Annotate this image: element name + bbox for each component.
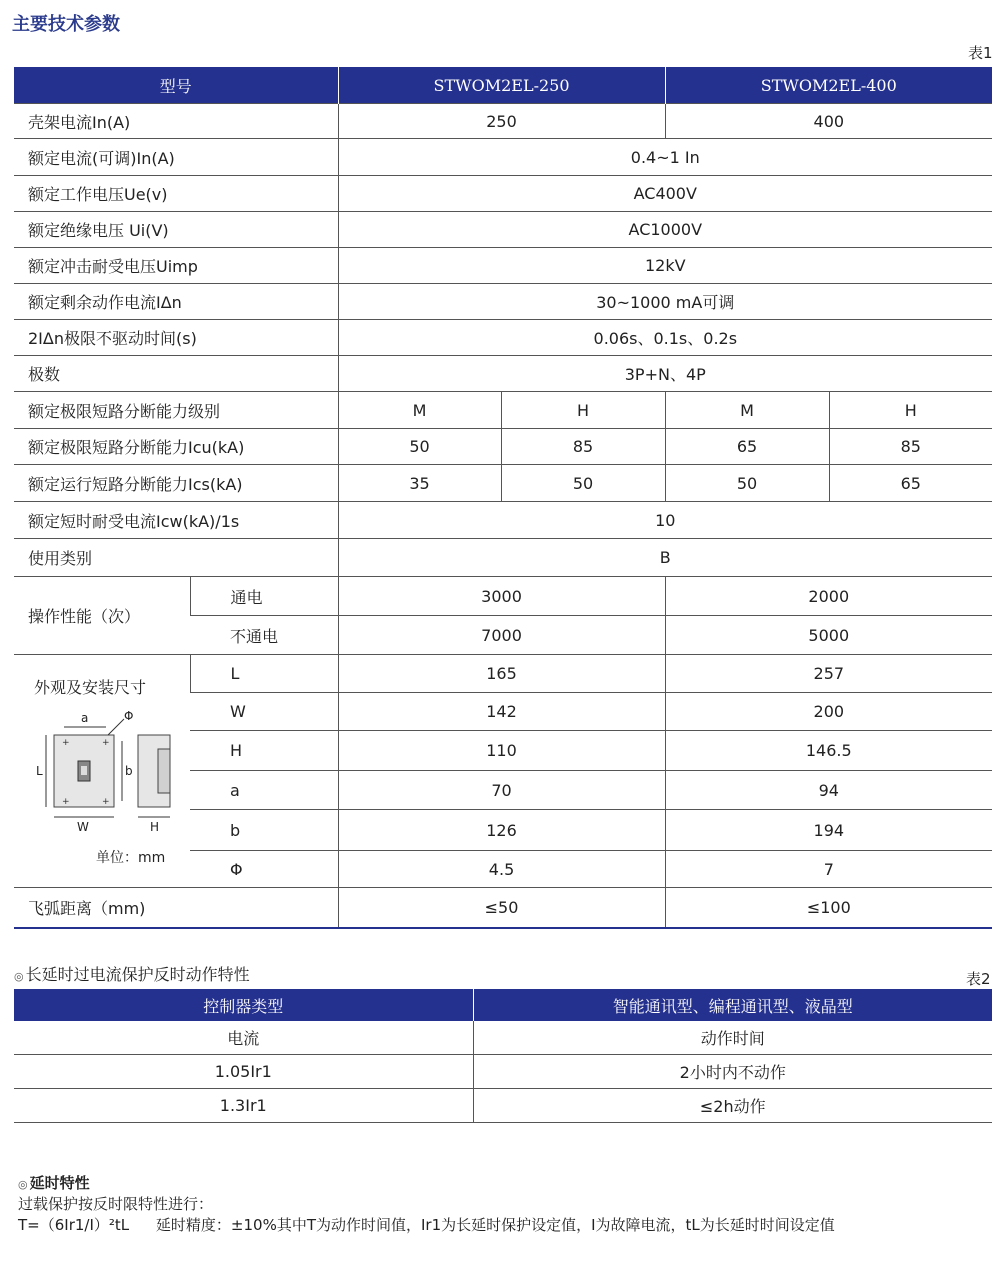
cell-value: 85 — [829, 429, 992, 465]
table-row — [14, 577, 992, 616]
cell-value: 50 — [338, 429, 501, 465]
sub-label: a — [230, 780, 240, 800]
diagram-a-label: a — [81, 711, 89, 725]
table2-label: 表2 — [966, 970, 991, 988]
cell-value: M — [665, 392, 829, 429]
diagram-W-label: W — [77, 820, 89, 834]
cell-value: 250 — [338, 104, 665, 139]
section-title-text: 长延时过电流保护反时动作特性 — [25, 965, 250, 984]
cell-value: 65 — [829, 465, 992, 502]
characteristic-table — [14, 989, 992, 1123]
dimensions-label: 外观及安装尺寸 — [34, 678, 147, 697]
sub-label: W — [230, 702, 246, 721]
header-row — [14, 67, 992, 104]
cell-value: 1.3Ir1 — [14, 1089, 473, 1123]
row-label: 极数 — [28, 365, 61, 384]
row-label: 额定剩余动作电流IΔn — [28, 293, 182, 312]
cell-value: 400 — [665, 104, 992, 139]
cell-value: 3000 — [338, 577, 665, 616]
table-row — [14, 212, 992, 248]
row-label: 操作性能（次） — [28, 607, 141, 626]
table-row — [14, 139, 992, 176]
delay-section-title: ◎ 延时特性 — [18, 1174, 90, 1192]
row-label: 2IΔn极限不驱动时间(s) — [28, 329, 197, 348]
sub-label: 不通电 — [230, 626, 279, 646]
cell-value: 30~1000 mA可调 — [338, 284, 992, 320]
dimension-diagram — [28, 705, 178, 840]
cell-value: 0.06s、0.1s、0.2s — [338, 320, 992, 356]
table1-label: 表1 — [968, 44, 993, 62]
row-label: 额定电流(可调)In(A) — [28, 148, 175, 168]
sub-label: b — [230, 820, 241, 840]
cell-value: 5000 — [665, 616, 992, 655]
diagram-L-label: L — [36, 764, 43, 778]
controller-models-header: 智能通讯型、编程通讯型、液晶型 — [473, 989, 992, 1021]
delay-title-text: 延时特性 — [29, 1174, 90, 1192]
diagram-H-label: H — [150, 820, 160, 834]
svg-text:+: + — [102, 797, 110, 807]
delay-intro: 过载保护按反时限特性进行： — [18, 1195, 214, 1213]
cell-value: 2小时内不动作 — [473, 1055, 992, 1089]
cell-value: 146.5 — [665, 731, 992, 771]
svg-text:+: + — [62, 738, 70, 748]
row-label: 额定冲击耐受电压Uimp — [28, 257, 198, 276]
table-row — [14, 176, 992, 212]
page-title: 主要技术参数 — [12, 14, 120, 35]
cell-value: 3P+N、4P — [338, 356, 992, 392]
cell-value: 7 — [665, 851, 992, 888]
unit-label: 单位：mm — [96, 850, 166, 866]
row-label: 额定短时耐受电流Icw(kA)/1s — [28, 511, 240, 531]
row-label: 飞弧距离（mm) — [28, 898, 146, 918]
cell-value: 12kV — [338, 248, 992, 284]
diagram-b-label: b — [125, 764, 133, 778]
header-row — [14, 989, 992, 1021]
model-b-header: STWOM2EL-400 — [665, 67, 992, 104]
cell-value: 50 — [665, 465, 829, 502]
delay-description: 延时精度：±10%其中T为动作时间值，Ir1为长延时保护设定值，I为故障电流，tL为长延时时间设定值 — [155, 1216, 835, 1234]
table-row — [14, 284, 992, 320]
cell-value: 35 — [338, 465, 501, 502]
delay-formula: T=（6Ir1/I）²tL — [18, 1216, 130, 1234]
cell-value: H — [829, 392, 992, 429]
cell-value: 257 — [665, 655, 992, 693]
cell-value: H — [501, 392, 665, 429]
cell-value: 10 — [338, 502, 992, 539]
cell-value: 50 — [501, 465, 665, 502]
sub-label: H — [230, 741, 243, 760]
table-row — [14, 655, 992, 693]
cell-value: 1.05Ir1 — [14, 1055, 473, 1089]
cell-value: 动作时间 — [473, 1021, 992, 1055]
table-row — [14, 392, 992, 429]
cell-value: 194 — [665, 810, 992, 851]
model-header: 型号 — [14, 67, 338, 104]
cell-value: 94 — [665, 771, 992, 810]
cell-value: AC400V — [338, 176, 992, 212]
cell-value: 110 — [338, 731, 665, 771]
sub-label: Φ — [230, 859, 243, 879]
cell-value: 142 — [338, 693, 665, 731]
cell-value: 70 — [338, 771, 665, 810]
model-a-header: STWOM2EL-250 — [338, 67, 665, 104]
cell-value: B — [338, 539, 992, 577]
svg-text:+: + — [62, 797, 70, 807]
cell-value: ≤50 — [338, 888, 665, 928]
cell-value: 200 — [665, 693, 992, 731]
row-label: 壳架电流In(A) — [28, 112, 131, 132]
cell-value: 65 — [665, 429, 829, 465]
table-row — [14, 539, 992, 577]
table-row — [14, 248, 992, 284]
table-row — [14, 429, 992, 465]
table-row — [14, 888, 992, 928]
table-row — [14, 1055, 992, 1089]
table-row — [14, 465, 992, 502]
table-row — [14, 104, 992, 139]
cell-value: ≤2h动作 — [473, 1089, 992, 1123]
table-row — [14, 1089, 992, 1123]
sub-label: 通电 — [190, 577, 338, 616]
row-label: 额定运行短路分断能力Ics(kA) — [28, 474, 243, 494]
svg-text:+: + — [102, 738, 110, 748]
dimensions-cell — [14, 655, 190, 888]
cell-value: 电流 — [14, 1021, 473, 1055]
row-label: 额定绝缘电压 Ui(V) — [28, 221, 169, 240]
table-row — [14, 1021, 992, 1055]
row-label: 额定极限短路分断能力级别 — [28, 401, 221, 421]
cell-value: 0.4~1 In — [338, 139, 992, 176]
cell-value: ≤100 — [665, 888, 992, 928]
cell-value: 165 — [338, 655, 665, 693]
cell-value: AC1000V — [338, 212, 992, 248]
cell-value: 126 — [338, 810, 665, 851]
cell-value: 2000 — [665, 577, 992, 616]
row-label: 使用类别 — [28, 549, 93, 568]
section-title: ◎ 长延时过电流保护反时动作特性 — [14, 965, 250, 984]
cell-value: 4.5 — [338, 851, 665, 888]
row-label: 额定工作电压Ue(v) — [28, 185, 168, 204]
controller-type-header: 控制器类型 — [14, 989, 473, 1021]
cell-value: 7000 — [338, 616, 665, 655]
table-row — [14, 502, 992, 539]
table-row — [14, 320, 992, 356]
diagram-phi-label: Φ — [124, 709, 134, 723]
table-row — [14, 356, 992, 392]
spec-table — [14, 67, 992, 929]
sub-label: L — [190, 655, 338, 693]
row-label: 额定极限短路分断能力Icu(kA) — [28, 438, 245, 457]
cell-value: M — [338, 392, 501, 429]
delay-formula-line — [18, 1214, 835, 1235]
cell-value: 85 — [501, 429, 665, 465]
